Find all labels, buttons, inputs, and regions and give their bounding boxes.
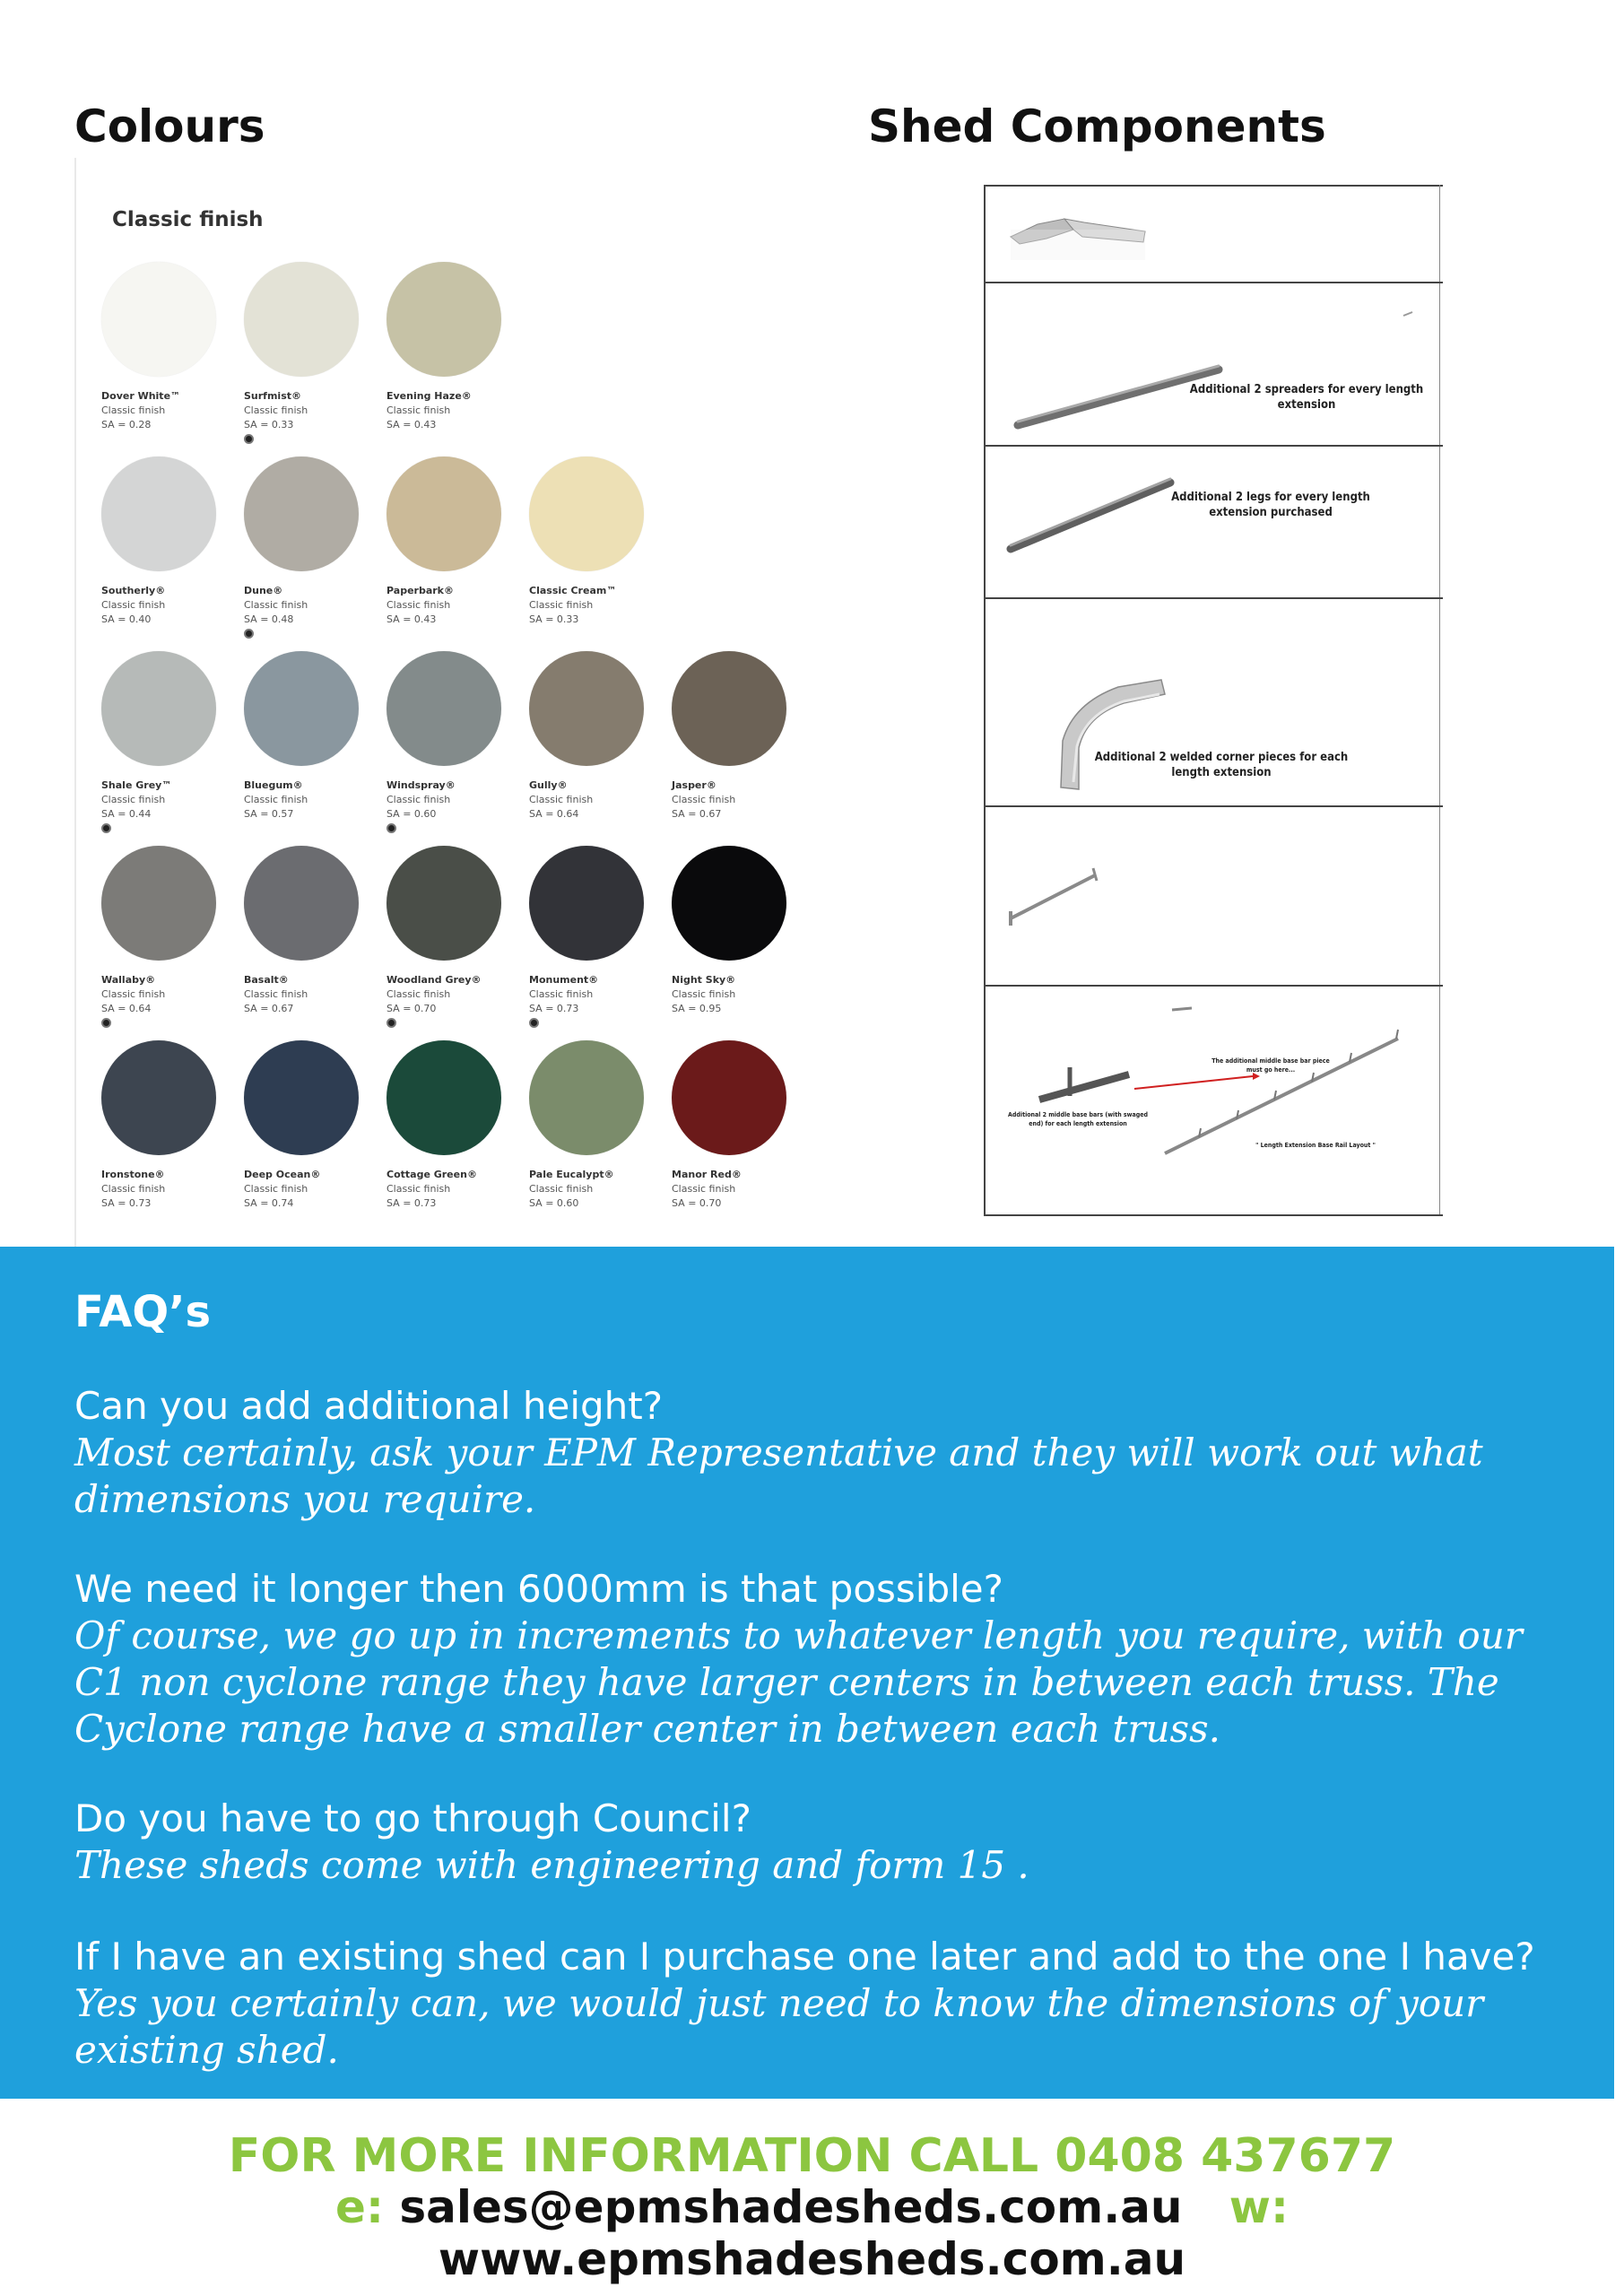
colour-swatch — [244, 651, 387, 822]
swatch-name: Woodland Grey® — [386, 974, 482, 986]
swatch-sa: SA = 0.73 — [386, 1197, 437, 1209]
swatch-finish: Classic finish — [101, 599, 166, 611]
faq-item — [74, 1796, 1581, 1889]
swatch-name: Southerly® — [101, 585, 166, 596]
swatch-name: Dune® — [244, 585, 283, 596]
swatch-sa: SA = 0.44 — [101, 808, 152, 820]
colour-swatch — [244, 262, 387, 444]
swatch-sa: SA = 0.40 — [101, 613, 152, 625]
middle-base-bar-note: The additional middle base bar piece must go here... — [1211, 1057, 1330, 1074]
swatch-finish: Classic finish — [529, 988, 594, 1000]
swatch-colour-circle — [529, 1040, 644, 1155]
colour-swatch — [244, 846, 387, 1016]
faq-question: If I have an existing shed can I purchase one later and add to the one I have? — [74, 1935, 1535, 1979]
swatch-colour-circle — [386, 262, 501, 377]
swatch-colour-circle — [386, 651, 501, 766]
colour-swatch — [386, 457, 530, 627]
swatch-marker-icon — [101, 1018, 111, 1028]
swatch-name: Paperbark® — [386, 585, 454, 596]
swatch-sa: SA = 0.64 — [101, 1003, 152, 1014]
swatch-finish: Classic finish — [672, 794, 736, 805]
swatch-sa: SA = 0.73 — [529, 1003, 579, 1014]
faq-panel — [0, 1247, 1614, 2099]
colour-swatch — [386, 846, 530, 1028]
colour-swatch — [101, 846, 245, 1028]
colour-swatch — [244, 457, 387, 639]
swatch-colour-circle — [244, 262, 359, 377]
swatch-name: Windspray® — [386, 779, 456, 791]
colour-swatch — [529, 457, 673, 627]
swatch-sa: SA = 0.73 — [101, 1197, 152, 1209]
faq-heading: FAQ’s — [74, 1287, 212, 1337]
swatch-colour-circle — [386, 457, 501, 571]
swatch-finish: Classic finish — [672, 1183, 736, 1195]
swatch-name: Cottage Green® — [386, 1169, 477, 1180]
faq-answer: Of course, we go up in increments to whatever length you require, with our C1 non cyclone range they have larger centers in between each truss. The Cyclone range have a smaller center in between each truss. — [74, 1613, 1523, 1751]
swatch-sa: SA = 0.64 — [529, 808, 579, 820]
swatch-colour-circle — [386, 1040, 501, 1155]
colour-swatch — [101, 1040, 245, 1211]
colour-swatch — [386, 262, 530, 432]
swatch-marker-icon — [101, 823, 111, 833]
colour-swatch — [529, 846, 673, 1028]
swatch-finish: Classic finish — [244, 988, 308, 1000]
contact-line — [0, 2181, 1624, 2285]
swatch-name: Pale Eucalypt® — [529, 1169, 614, 1180]
swatch-sa: SA = 0.70 — [386, 1003, 437, 1014]
colours-heading: Colours — [74, 100, 265, 152]
colour-chart — [74, 158, 803, 1247]
base-rail-layout-image — [984, 985, 1443, 1214]
corner-piece-caption: Additional 2 welded corner pieces for each length extension — [1094, 751, 1349, 779]
swatch-finish: Classic finish — [101, 794, 166, 805]
base-rail-layout-caption: " Length Extension Base Rail Layout " — [1255, 1142, 1376, 1149]
faq-item — [74, 1934, 1581, 2074]
swatch-name: Night Sky® — [672, 974, 736, 986]
swatch-name: Deep Ocean® — [244, 1169, 321, 1180]
swatch-finish: Classic finish — [529, 1183, 594, 1195]
swatch-finish: Classic finish — [386, 1183, 451, 1195]
swatch-colour-circle — [101, 846, 216, 961]
swatch-marker-icon — [529, 1018, 539, 1028]
swatch-colour-circle — [101, 1040, 216, 1155]
swatch-sa: SA = 0.70 — [672, 1197, 722, 1209]
colour-swatch — [101, 262, 245, 432]
swatch-colour-circle — [101, 262, 216, 377]
swatch-sa: SA = 0.60 — [386, 808, 437, 820]
swatch-name: Wallaby® — [101, 974, 156, 986]
swatch-sa: SA = 0.48 — [244, 613, 294, 625]
swatch-sa: SA = 0.33 — [529, 613, 579, 625]
swatch-name: Gully® — [529, 779, 568, 791]
swatch-name: Jasper® — [672, 779, 716, 791]
colour-swatch — [101, 457, 245, 627]
swatch-marker-icon — [244, 629, 254, 639]
swatch-colour-circle — [529, 457, 644, 571]
swatch-name: Dover White™ — [101, 390, 181, 402]
faq-question: We need it longer then 6000mm is that possible? — [74, 1567, 1003, 1611]
swatch-sa: SA = 0.67 — [672, 808, 722, 820]
faq-question: Can you add additional height? — [74, 1384, 664, 1428]
component-base-rail-layout — [984, 985, 1443, 1214]
component-spreader — [984, 282, 1443, 445]
component-corner-piece — [984, 597, 1443, 805]
middle-base-bars-caption: Additional 2 middle base bars (with swaged end) for each length extension — [1008, 1111, 1148, 1127]
swatch-colour-circle — [101, 457, 216, 571]
colour-swatch — [244, 1040, 387, 1211]
swatch-finish: Classic finish — [386, 794, 451, 805]
colour-swatch — [101, 651, 245, 833]
base-bar-image — [984, 805, 1443, 985]
swatch-colour-circle — [672, 651, 786, 766]
swatch-colour-circle — [529, 651, 644, 766]
swatch-name: Basalt® — [244, 974, 289, 986]
faq-item — [74, 1566, 1581, 1752]
swatch-finish: Classic finish — [386, 599, 451, 611]
shed-components-heading: Shed Components — [868, 100, 1326, 152]
swatch-finish: Classic finish — [244, 1183, 308, 1195]
swatch-colour-circle — [101, 651, 216, 766]
swatch-finish: Classic finish — [244, 404, 308, 416]
swatch-sa: SA = 0.33 — [244, 419, 294, 430]
swatch-colour-circle — [672, 1040, 786, 1155]
swatch-name: Evening Haze® — [386, 390, 472, 402]
swatch-name: Manor Red® — [672, 1169, 742, 1180]
components-table — [984, 185, 1443, 1216]
swatch-name: Ironstone® — [101, 1169, 165, 1180]
colour-swatch — [672, 1040, 815, 1211]
component-apex-joiner — [984, 185, 1443, 282]
swatch-colour-circle — [244, 457, 359, 571]
faq-question: Do you have to go through Council? — [74, 1796, 751, 1840]
swatch-sa: SA = 0.43 — [386, 419, 437, 430]
component-leg — [984, 445, 1443, 597]
swatch-colour-circle — [529, 846, 644, 961]
swatch-marker-icon — [386, 1018, 396, 1028]
leg-caption: Additional 2 legs for every length extension purchased — [1171, 491, 1370, 519]
swatch-colour-circle — [244, 651, 359, 766]
swatch-finish: Classic finish — [386, 404, 451, 416]
email-label: e: — [335, 2181, 384, 2233]
faq-answer: Most certainly, ask your EPM Representative and they will work out what dimensions you require. — [74, 1431, 1483, 1521]
swatch-name: Monument® — [529, 974, 599, 986]
swatch-sa: SA = 0.43 — [386, 613, 437, 625]
leg-image — [984, 445, 1443, 597]
swatch-sa: SA = 0.95 — [672, 1003, 722, 1014]
swatch-finish: Classic finish — [101, 1183, 166, 1195]
swatch-marker-icon — [244, 434, 254, 444]
swatch-marker-icon — [386, 823, 396, 833]
swatch-sa: SA = 0.28 — [101, 419, 152, 430]
swatch-finish: Classic finish — [672, 988, 736, 1000]
website-link[interactable]: www.epmshadesheds.com.au — [438, 2233, 1186, 2285]
swatch-name: Surfmist® — [244, 390, 302, 402]
call-banner: FOR MORE INFORMATION CALL 0408 437677 — [228, 2129, 1396, 2183]
swatch-finish: Classic finish — [529, 599, 594, 611]
faq-answer: These sheds come with engineering and form 15 . — [74, 1843, 1029, 1887]
website-label: w: — [1229, 2181, 1289, 2233]
colour-swatch — [672, 651, 815, 822]
swatch-sa: SA = 0.60 — [529, 1197, 579, 1209]
swatch-finish: Classic finish — [529, 794, 594, 805]
swatch-sa: SA = 0.74 — [244, 1197, 294, 1209]
swatch-finish: Classic finish — [386, 988, 451, 1000]
component-base-bar — [984, 805, 1443, 985]
colour-swatch — [672, 846, 815, 1016]
colour-swatch — [529, 651, 673, 822]
colour-swatch — [386, 1040, 530, 1211]
email-link[interactable]: sales@epmshadesheds.com.au — [399, 2181, 1183, 2233]
swatch-colour-circle — [244, 1040, 359, 1155]
swatch-finish: Classic finish — [244, 794, 308, 805]
swatch-sa: SA = 0.57 — [244, 808, 294, 820]
swatch-finish: Classic finish — [101, 404, 166, 416]
finish-label: Classic finish — [112, 208, 264, 231]
spreader-caption: Additional 2 spreaders for every length extension — [1189, 383, 1424, 412]
colour-swatch — [386, 651, 530, 833]
faq-item — [74, 1383, 1581, 1523]
colour-swatch — [529, 1040, 673, 1211]
swatch-colour-circle — [672, 846, 786, 961]
faq-answer: Yes you certainly can, we would just need to know the dimensions of your existing shed. — [74, 1981, 1484, 2072]
swatch-name: Classic Cream™ — [529, 585, 617, 596]
swatch-name: Bluegum® — [244, 779, 303, 791]
swatch-sa: SA = 0.67 — [244, 1003, 294, 1014]
spreader-image — [984, 282, 1443, 445]
swatch-colour-circle — [386, 846, 501, 961]
swatch-name: Shale Grey™ — [101, 779, 172, 791]
swatch-finish: Classic finish — [244, 599, 308, 611]
apex-joiner-image — [984, 185, 1443, 282]
swatch-colour-circle — [244, 846, 359, 961]
swatch-finish: Classic finish — [101, 988, 166, 1000]
